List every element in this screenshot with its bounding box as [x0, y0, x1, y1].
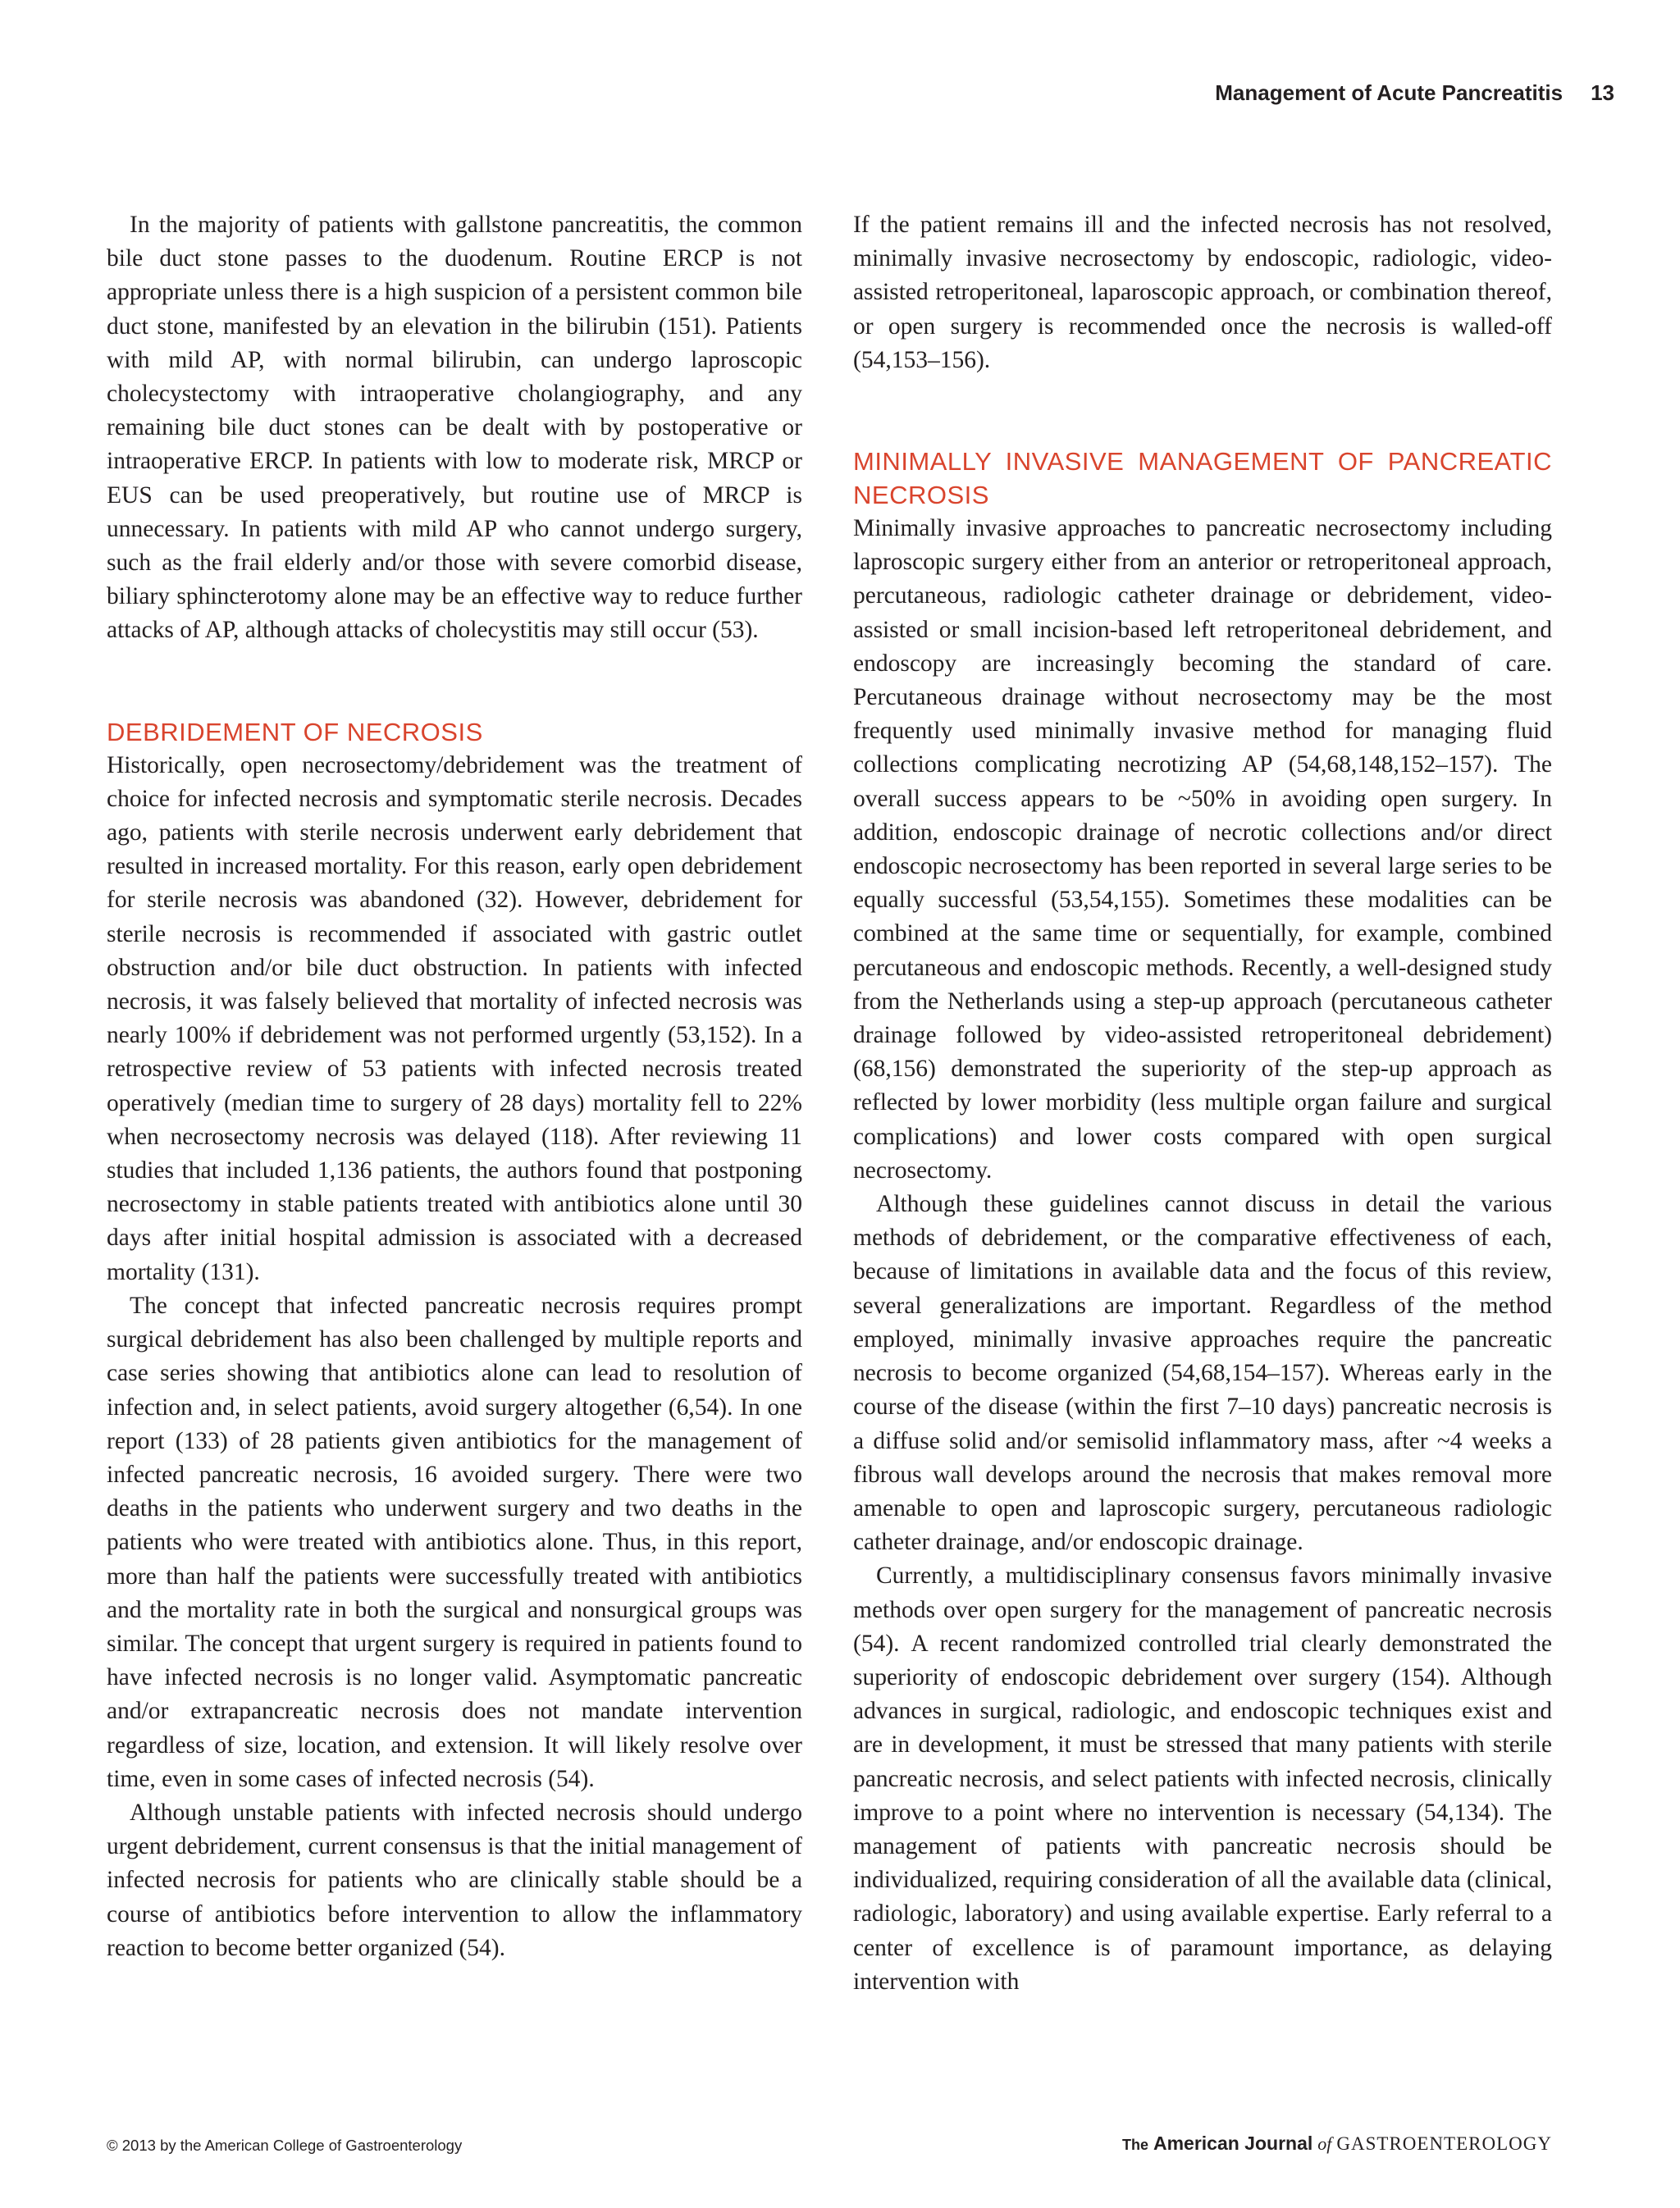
paragraph-patient-remains-ill: If the patient remains ill and the infected necrosis has not resolved, minimally invasive necrosectomy by endoscopic, radiologic, video-assisted retroperitoneal, laparoscopic approach, or combination thereof, or open surgery is recommended once the necrosis is walled-off (54,153–156). [853, 212, 1552, 373]
journal-title: American Journal [1153, 2133, 1313, 2154]
journal-of: of [1317, 2133, 1332, 2154]
left-column [107, 208, 802, 1965]
paragraph-minimally-invasive-approaches: Minimally invasive approaches to pancreatic necrosectomy including laproscopic surgery either from an anterior or retroperitoneal approach, percutaneous, radiologic catheter drainage or debridement, video-assisted or small incision-based left retroperitoneal debridement, and endoscopy are increasingly becoming the standard of care. Percutaneous drainage without necrosectomy may be the most frequently used minimally invasive method for managing fluid collections complicating necrotizing AP (54,68,148,152–157). The overall success appears to be ~50% in avoiding open surgery. In addition, endoscopic drainage of necrotic collections and/or direct endoscopic necrosectomy has been reported in several large series to be equally successful (53,54,155). Sometimes these modalities can be combined at the same time or sequentially, for example, combined percutaneous and endoscopic methods. Recently, a well-designed study from the Netherlands using a step-up approach (percutaneous catheter drainage followed by video-assisted retroperitoneal debridement) (68,156) demonstrated the superiority of the step-up approach as reflected by lower morbidity (less multiple organ failure and surgical complications) and lower costs compared with open surgical necrosectomy. [853, 515, 1552, 1184]
heading-minimally-invasive-management: MINIMALLY INVASIVE MANAGEMENT OF PANCREATIC NECROSIS [853, 447, 1552, 510]
footer-copyright: © 2013 by the American College of Gastroenterology [107, 2137, 463, 2154]
footer-journal-name [1122, 2133, 1552, 2156]
paragraph-multidisciplinary-consensus: Currently, a multidisciplinary consensus favors minimally invasive methods over open surgery for the management of pancreatic necrosis (54). A recent randomized controlled trial clearly demonstrated the superiority of endoscopic debridement over surgery (154). Although advances in surgical, radiologic, and endoscopic techniques exist and are in development, it must be stressed that many patients with sterile pancreatic necrosis, and select patients with infected necrosis, clinically improve to a point where no intervention is necessary (54,134). The management of patients with pancreatic necrosis should be individualized, requiring consideration of all the available data (clinical, radiologic, laboratory) and using available expertise. Early referral to a center of excellence is of paramount importance, as delaying intervention with [853, 1562, 1552, 1995]
paragraph-gallstone: In the majority of patients with gallstone pancreatitis, the common bile duct stone passes to the duodenum. Routine ERCP is not appropriate unless there is a high suspicion of a persistent common bile duct stone, manifested by an elevation in the bilirubin (151). Patients with mild AP, with normal bilirubin, can undergo laproscopic cholecystectomy with intraoperative cholangiography, and any remaining bile duct stones can be dealt with by postoperative or intraoperative ERCP. In patients with low to moderate risk, MRCP or EUS can be used preoperatively, but routine use of MRCP is unnecessary. In patients with mild AP who cannot undergo surgery, such as the frail elderly and/or those with severe comorbid disease, biliary sphincterotomy alone may be an effective way to reduce further attacks of AP, although attacks of cholecystitis may still occur (53). [107, 212, 802, 644]
heading-debridement-of-necrosis: DEBRIDEMENT OF NECROSIS [107, 717, 483, 746]
paragraph-historically: Historically, open necrosectomy/debridement was the treatment of choice for infected necrosis and symptomatic sterile necrosis. Decades ago, patients with sterile necrosis underwent early debridement that resulted in increased mortality. For this reason, early open debridement for sterile necrosis was abandoned (32). However, debridement for sterile necrosis is recommended if associated with gastric outlet obstruction and/or bile duct obstruction. In patients with infected necrosis, it was falsely believed that mortality of infected necrosis was nearly 100% if debridement was not performed urgently (53,152). In a retrospective review of 53 patients with infected necrosis treated operatively (median time to surgery of 28 days) mortality fell to 22% when necrosectomy necrosis was delayed (118). After reviewing 11 studies that included 1,136 patients, the authors found that postponing necrosectomy in stable patients treated with antibiotics alone until 30 days after initial hospital admission is associated with a decreased mortality (131). [107, 751, 802, 1285]
paragraph-concept-infected: The concept that infected pancreatic necrosis requires prompt surgical debridement has also been challenged by multiple reports and case series showing that antibiotics alone can lead to resolution of infection and, in select patients, avoid surgery altogether (6,54). In one report (133) of 28 patients given antibiotics for the management of infected pancreatic necrosis, 16 avoided surgery. There were two deaths in the patients who underwent surgery and two deaths in the patients who were treated with antibiotics alone. Thus, in this report, more than half the patients were successfully treated with antibiotics and the mortality rate in both the surgical and nonsurgical groups was similar. The concept that urgent surgery is required in patients found to have infected necrosis is no longer valid. Asymptomatic pancreatic and/or extrapancreatic necrosis does not mandate intervention regardless of size, location, and extension. It will likely resolve over time, even in some cases of infected necrosis (54). [107, 1292, 802, 1792]
journal-the: The [1121, 2137, 1148, 2153]
paragraph-guidelines-generalizations: Although these guidelines cannot discuss in detail the various methods of debridement, or the comparative effectiveness of each, because of limitations in available data and the focus of this review, several generalizations are important. Regardless of the method employed, minimally invasive approaches require the pancreatic necrosis to become organized (54,68,154–157). Whereas early in the course of the disease (within the first 7–10 days) pancreatic necrosis is a diffuse solid and/or semisolid inflammatory mass, after ~4 weeks a fibrous wall develops around the necrosis that makes removal more amenable to open and laproscopic surgery, percutaneous radiologic catheter drainage, and/or endoscopic drainage. [853, 1191, 1552, 1556]
paragraph-unstable-patients: Although unstable patients with infected necrosis should undergo urgent debridement, current consensus is that the initial management of infected necrosis for patients who are clinically stable should be a course of antibiotics before intervention to allow the inflammatory reaction to become better organized (54). [107, 1799, 802, 1961]
running-title: Management of Acute Pancreatitis [1215, 80, 1564, 105]
journal-field: GASTROENTEROLOGY [1336, 2133, 1552, 2154]
page-number: 13 [1591, 80, 1614, 105]
running-head [1215, 80, 1614, 106]
right-column [853, 208, 1552, 1999]
